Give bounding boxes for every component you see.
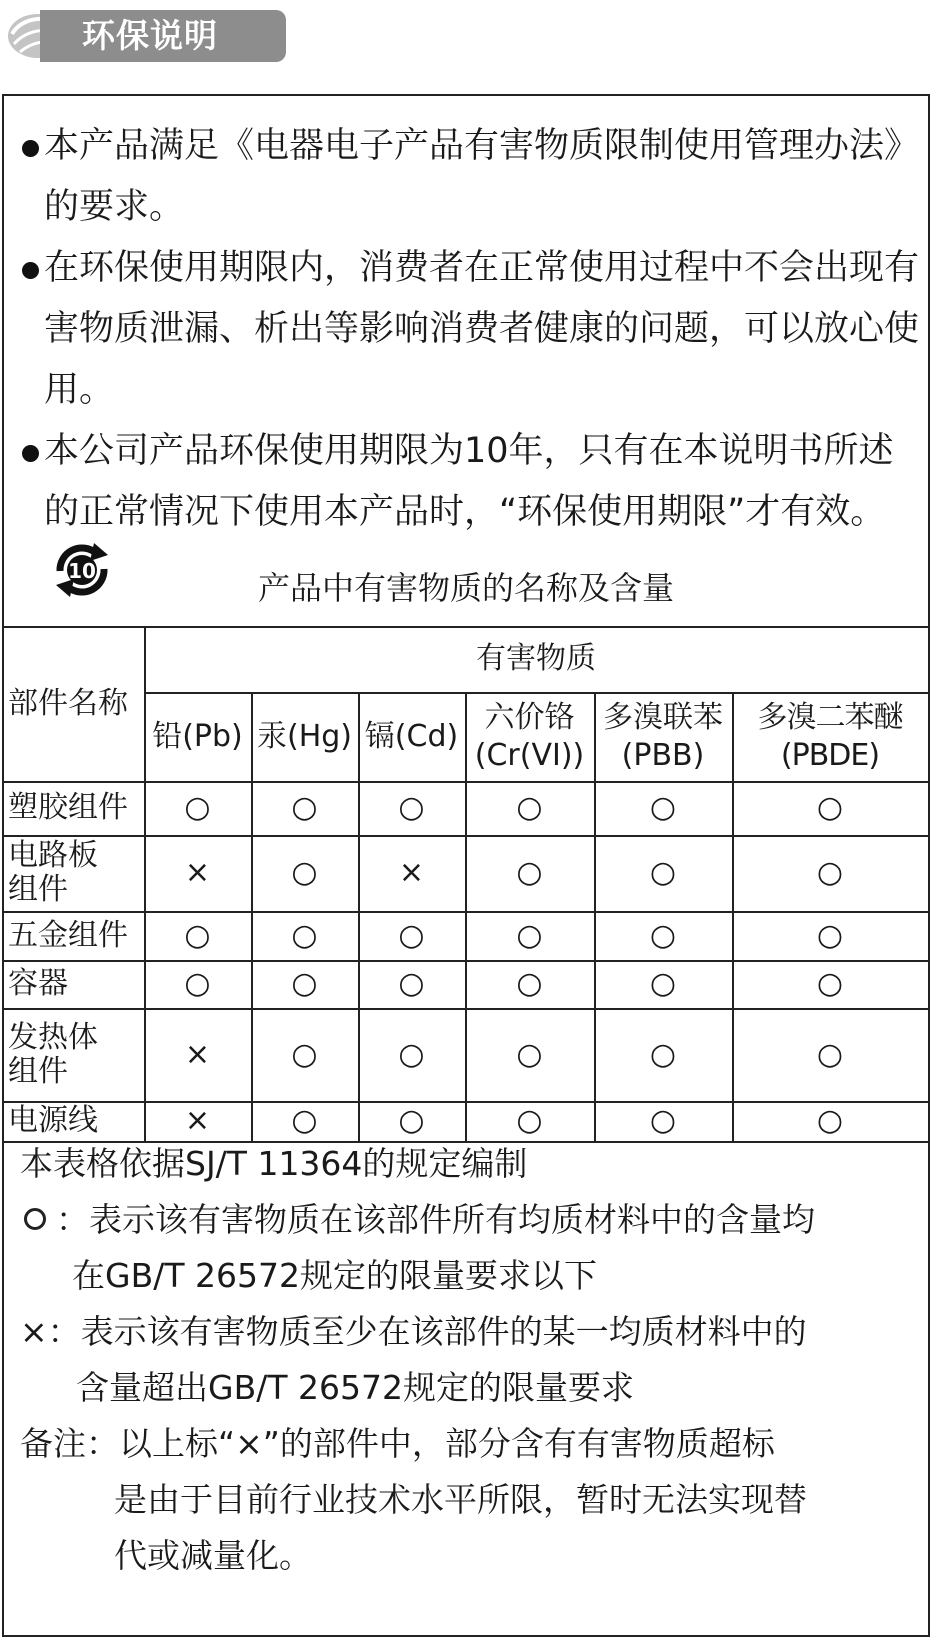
intro-text: 在环保使用期限内，消费者在正常使用过程中不会出现有害物质泄漏、析出等影响消费者健康的问题，可以放心使用。 (44, 248, 920, 410)
substance-mark: ○ (398, 790, 425, 825)
part-name: 塑胶组件 (8, 790, 128, 825)
bullet-dot-icon (22, 140, 39, 157)
column-header: 汞(Hg) (256, 718, 352, 754)
substance-mark: ○ (291, 855, 318, 890)
substance-mark: ○ (816, 966, 844, 1001)
part-name: 发热体 组件 (8, 1019, 98, 1089)
intro-bullet (20, 116, 920, 238)
epup-label: 10 (68, 559, 96, 583)
intro-bullet (20, 238, 920, 421)
substance-mark: ○ (649, 917, 677, 953)
substance-mark: ○ (649, 855, 677, 890)
bullet-dot-icon (22, 445, 39, 462)
substance-mark: ○ (184, 917, 211, 953)
substance-mark: ○ (649, 966, 677, 1001)
part-name: 电源线 (8, 1103, 98, 1138)
substance-mark: ○ (516, 855, 543, 890)
substance-mark: × (184, 1036, 211, 1072)
note-remark: 备注：以上标“×”的部件中，部分含有有害物质超标 (20, 1424, 775, 1463)
circle-icon (24, 1208, 46, 1230)
column-header: 镉(Cd) (364, 718, 459, 754)
legend-notes (20, 1136, 920, 1584)
part-name: 容器 (8, 966, 68, 1001)
substance-mark: ○ (184, 790, 211, 825)
substance-mark: × (184, 855, 211, 890)
column-header: 多溴联苯 (PBB) (603, 699, 723, 773)
table-caption: 产品中有害物质的名称及含量 (257, 569, 674, 607)
part-name: 电路板 组件 (8, 838, 98, 907)
note-remark-cont: 代或减量化。 (114, 1536, 312, 1575)
intro-text: 本公司产品环保使用期限为10年，只有在本说明书所述的正常情况下使用本产品时，“环保使用期限”才有效。 (44, 431, 894, 532)
note-cross-desc: ：表示该有害物质至少在该部件的某一均质材料中的 (47, 1312, 807, 1351)
substance-mark: ○ (516, 1103, 543, 1138)
substance-mark: ○ (649, 1036, 677, 1072)
note-circle-desc-cont: 在GB/T 26572规定的限量要求以下 (72, 1256, 597, 1295)
note-remark-cont: 是由于目前行业技术水平所限，暂时无法实现替 (114, 1480, 807, 1519)
substance-mark: ○ (291, 1103, 318, 1138)
substance-mark: ○ (816, 1036, 844, 1072)
group-header: 有害物质 (476, 641, 596, 676)
hazardous-substance-table (4, 626, 928, 1142)
substance-mark: × (184, 1103, 211, 1138)
column-header: 多溴二苯醚 (PBDE) (757, 699, 903, 773)
section-header (4, 6, 286, 62)
substance-mark: ○ (816, 917, 844, 953)
part-name: 五金组件 (8, 917, 128, 953)
substance-mark: ○ (516, 966, 543, 1001)
substance-mark: × (398, 855, 425, 890)
substance-mark: ○ (398, 1103, 425, 1138)
note-basis: 本表格依据SJ/T 11364的规定编制 (20, 1144, 528, 1183)
intro-text: 本产品满足《电器电子产品有害物质限制使用管理办法》的要求。 (44, 126, 920, 227)
substance-mark: ○ (184, 966, 211, 1001)
substance-mark: ○ (291, 790, 318, 825)
note-circle-legend (20, 1192, 920, 1248)
substance-mark: ○ (291, 917, 318, 953)
substance-mark: ○ (649, 1103, 677, 1138)
column-header: 铅(Pb) (152, 718, 243, 754)
substance-mark: ○ (398, 917, 425, 953)
note-cross-desc-cont: 含量超出GB/T 26572规定的限量要求 (76, 1368, 634, 1407)
intro-bullets (20, 116, 920, 604)
substance-mark: ○ (291, 966, 318, 1001)
substance-mark: ○ (816, 790, 844, 825)
substance-mark: ○ (516, 917, 543, 953)
cross-symbol: × (20, 1312, 48, 1351)
substance-mark: ○ (398, 1036, 425, 1072)
column-header: 六价铬 (Cr(VI)) (474, 699, 585, 773)
substance-mark: ○ (816, 855, 844, 890)
note-circle-desc: ：表示该有害物质在该部件所有均质材料中的含量均 (56, 1200, 815, 1239)
substance-mark: ○ (398, 966, 425, 1001)
bullet-dot-icon (22, 262, 39, 279)
content-frame (2, 94, 930, 1637)
page-title: 环保说明 (82, 16, 218, 55)
substance-mark: ○ (649, 790, 677, 825)
substance-mark: ○ (516, 790, 543, 825)
part-header: 部件名称 (8, 685, 128, 721)
substance-mark: ○ (516, 1036, 543, 1072)
substance-mark: ○ (816, 1103, 844, 1138)
substance-mark: ○ (291, 1036, 318, 1072)
note-cross-legend (20, 1304, 920, 1360)
